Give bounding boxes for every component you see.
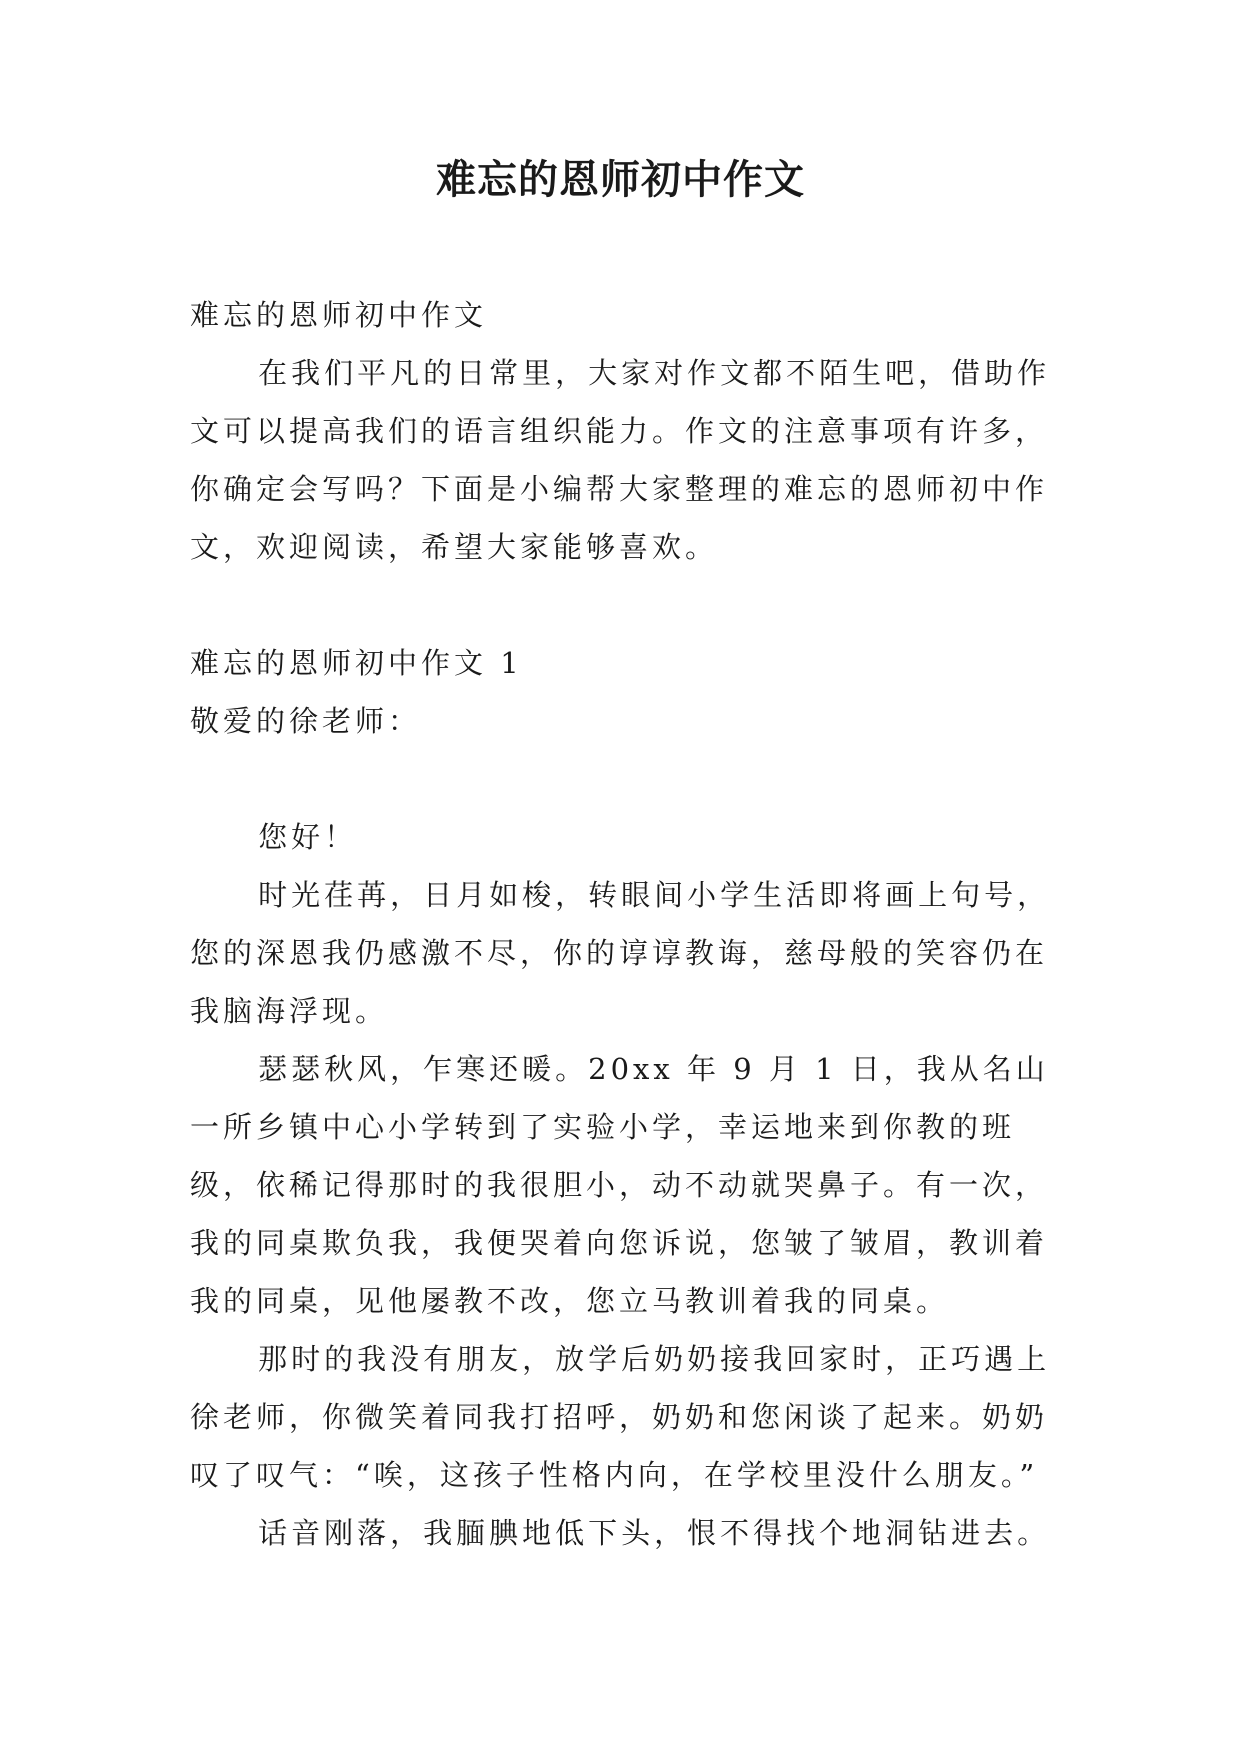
subtitle-paragraph: 难忘的恩师初中作文 [190,298,488,332]
salutation: 敬爱的徐老师： [190,704,422,738]
body-paragraph: 那时的我没有朋友，放学后奶奶接我回家时，正巧遇上徐老师，你微笑着同我打招呼，奶奶和您闲谈了起来。奶奶叹了叹气：“唉，这孩子性格内向，在学校里没什么朋友。” [190,1342,1051,1492]
document-body [190,286,1070,1562]
greeting: 您好！ [258,820,358,854]
body-paragraph: 瑟瑟秋风，乍寒还暖。20xx 年 9 月 1 日，我从名山一所乡镇中心小学转到了实验小学，幸运地来到你教的班级，依稀记得那时的我很胆小，动不动就哭鼻子。有一次，我的同桌欺负我，我便哭着向您诉说，您皱了皱眉，教训着我的同桌，见他屡教不改，您立马教训着我的同桌。 [190,1052,1049,1318]
essay-heading: 难忘的恩师初中作文 1 [190,646,523,680]
page-title: 难忘的恩师初中作文 [436,156,805,203]
body-paragraph: 话音刚落，我腼腆地低下头，恨不得找个地洞钻进去。 [258,1516,1051,1550]
spacer [190,750,1070,808]
body-paragraph: 时光荏苒，日月如梭，转眼间小学生活即将画上句号，您的深恩我仍感激不尽，你的谆谆教诲，慈母般的笑容仍在我脑海浮现。 [190,878,1051,1028]
intro-paragraph: 在我们平凡的日常里，大家对作文都不陌生吧，借助作文可以提高我们的语言组织能力。作文的注意事项有许多，你确定会写吗？下面是小编帮大家整理的难忘的恩师初中作文，欢迎阅读，希望大家能够喜欢。 [190,356,1051,564]
spacer [190,576,1070,634]
